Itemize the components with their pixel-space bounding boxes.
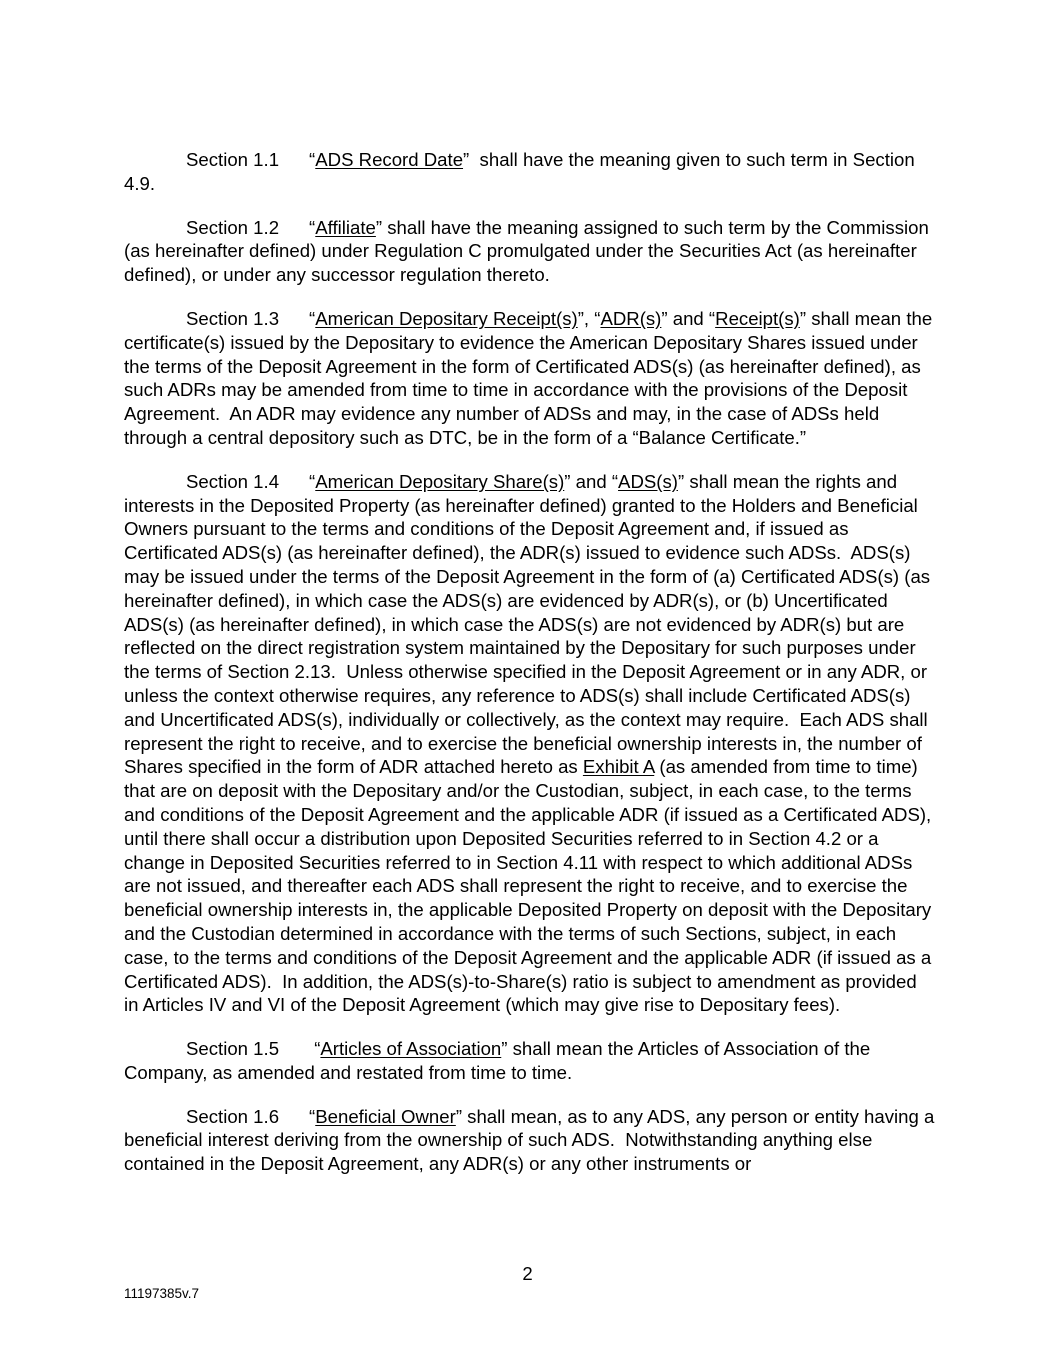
paragraph-text: “ bbox=[309, 1038, 321, 1060]
defined-term: Articles of Association bbox=[320, 1038, 502, 1060]
section-label: Section 1.3 bbox=[186, 307, 280, 329]
paragraph-text: ” and “ bbox=[564, 470, 619, 492]
section-paragraph bbox=[124, 307, 936, 450]
paragraph-text: ”, “ bbox=[577, 307, 601, 329]
page-number: 2 bbox=[522, 1263, 533, 1284]
defined-term: American Depositary Share(s) bbox=[315, 470, 565, 492]
paragraph-text: ” shall mean the rights and interests in the Deposited Property (as hereinafter defined) granted to the Holders and Beneficial Owners pursuant to the terms and conditions of the Deposit Agreement and, if issued as Certificated ADS(s) (as hereinafter defined), the ADR(s) issued to evidence such ADSs. ADS(s) may be issued under the terms of the Deposit Agreement in the form of (a) Certificated ADS(s) (as hereinafter defined), in which case the ADS(s) are evidenced by ADR(s), or (b) Uncertificated ADS(s) (as hereinafter defined), in which case the ADS(s) are not evidenced by ADR(s) but are reflected on the direct registration system maintained by the Depositary for such purposes under the terms of Section 2.13. Unless otherwise specified in the Deposit Agreement or in any ADR, or unless the context otherwise requires, any reference to ADS(s) shall include Certificated ADS(s) and Uncertificated ADS(s), individually or collectively, as the context may require. Each ADS shall represent the right to receive, and to exercise the beneficial ownership interests in, the number of Shares specified in the form of ADR attached hereto as bbox=[124, 470, 936, 778]
document-body bbox=[124, 148, 940, 1196]
paragraph-text: ” shall mean, as to any ADS, any person or entity having a beneficial interest deriving from the ownership of such ADS. Notwithstanding anything else contained in the Deposit Agreement, any ADR(s) or any other instruments or bbox=[124, 1105, 940, 1175]
paragraph-text: ” shall mean the Articles of Association of the Company, as amended and restated from time to time. bbox=[124, 1038, 876, 1083]
paragraph-text: ” shall mean the certificate(s) issued by the Depositary to evidence the American Depositary Shares issued under the terms of the Deposit Agreement in the form of Certificated ADS(s) (as hereinafter defined), as such ADRs may be amended from time to time in accordance with the provisions of the Deposit Agreement. An ADR may evidence any number of ADSs and may, in the case of ADSs held through a central depository such as DTC, be in the form of a “Balance Certificate.” bbox=[124, 307, 938, 448]
paragraph-text: “ bbox=[309, 307, 316, 329]
paragraph-text: ” shall have the meaning assigned to such term by the Commission (as hereinafter defined) under Regulation C promulgated under the Securities Act (as hereinafter defined), or under any successor regulation thereto. bbox=[124, 216, 934, 286]
defined-term: Exhibit A bbox=[582, 756, 655, 778]
section-label: Section 1.6 bbox=[186, 1105, 280, 1127]
section-paragraph bbox=[124, 216, 936, 287]
paragraph-text: “ bbox=[309, 470, 316, 492]
defined-term: Affiliate bbox=[315, 216, 376, 238]
defined-term: American Depositary Receipt(s) bbox=[315, 307, 578, 329]
defined-term: ADR(s) bbox=[600, 307, 662, 329]
section-label: Section 1.5 bbox=[186, 1038, 280, 1060]
paragraph-text: (as amended from time to time) that are on deposit with the Depositary and/or the Custodian, subject, in each case, to the terms and conditions of the Deposit Agreement and the applicable ADR (if issued as a Certificated ADS), until there shall occur a distribution upon Deposited Securities referred to in Section 4.2 or a change in Deposited Securities referred to in Section 4.11 with respect to which additional ADSs are not issued, and thereafter each ADS shall represent the right to receive, and to exercise the beneficial ownership interests in, the applicable Deposited Property on deposit with the Depositary and the Custodian determined in accordance with the terms of such Sections, subject, in each case, to the terms and conditions of the Deposit Agreement and the applicable ADR (if issued as a Certificated ADS). In addition, the ADS(s)-to-Share(s) ratio is subject to amendment as provided in Articles IV and VI of the Deposit Agreement (which may give rise to Depositary fees). bbox=[124, 756, 937, 1016]
defined-term: Beneficial Owner bbox=[315, 1105, 456, 1127]
defined-term: Receipt(s) bbox=[715, 307, 800, 329]
section-label: Section 1.1 bbox=[186, 149, 280, 170]
section-paragraph bbox=[124, 1037, 936, 1085]
section-paragraph bbox=[124, 470, 936, 1017]
section-label: Section 1.4 bbox=[186, 470, 280, 492]
paragraph-text: ” shall have the meaning given to such term in Section 4.9. bbox=[124, 149, 920, 194]
document-id: 11197385v.7 bbox=[124, 1286, 200, 1301]
paragraph-text: “ bbox=[309, 149, 316, 170]
section-paragraph bbox=[124, 148, 936, 196]
section-label: Section 1.2 bbox=[186, 216, 280, 238]
paragraph-text: ” and “ bbox=[661, 307, 716, 329]
defined-term: ADS Record Date bbox=[315, 149, 464, 170]
defined-term: ADS(s) bbox=[618, 470, 678, 492]
section-paragraph bbox=[124, 1105, 940, 1176]
paragraph-text: “ bbox=[309, 216, 316, 238]
paragraph-text: “ bbox=[309, 1105, 316, 1127]
